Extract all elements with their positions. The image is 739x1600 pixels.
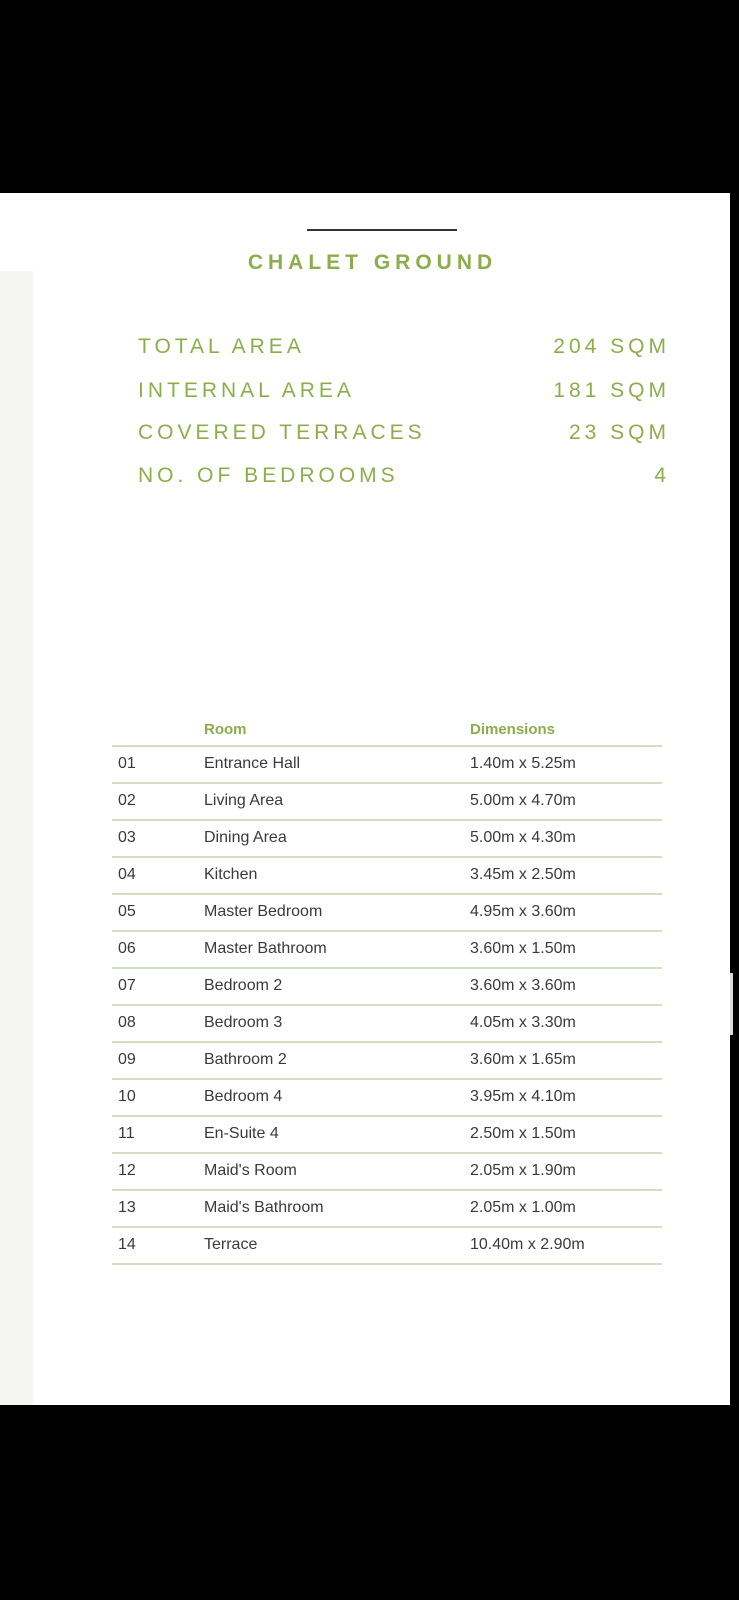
room-name: Bedroom 4 bbox=[204, 1088, 283, 1105]
table-row bbox=[112, 1117, 662, 1154]
stat-value: 23 SQM bbox=[568, 421, 670, 444]
room-name: Entrance Hall bbox=[204, 755, 301, 772]
scroll-indicator bbox=[730, 973, 733, 1035]
room-name: Bedroom 3 bbox=[204, 1014, 283, 1031]
room-dimensions: 2.05m x 1.90m bbox=[470, 1162, 576, 1179]
table-row bbox=[112, 747, 662, 784]
room-name: Bathroom 2 bbox=[204, 1051, 287, 1068]
stat-total-area bbox=[138, 335, 670, 365]
room-number: 06 bbox=[118, 940, 136, 957]
table-row bbox=[112, 1006, 662, 1043]
table-row bbox=[112, 1191, 662, 1228]
room-name: Maid's Bathroom bbox=[204, 1199, 324, 1216]
room-name: Master Bathroom bbox=[204, 940, 327, 957]
room-name: Kitchen bbox=[204, 866, 258, 883]
rooms-table bbox=[112, 717, 662, 1265]
stat-internal-area bbox=[138, 379, 670, 409]
room-name: Bedroom 2 bbox=[204, 977, 283, 994]
table-body bbox=[112, 747, 662, 1265]
column-header-room: Room bbox=[204, 721, 247, 738]
page-edge-strip bbox=[0, 271, 33, 1405]
room-number: 05 bbox=[118, 903, 136, 920]
room-number: 10 bbox=[118, 1088, 136, 1105]
room-name: Master Bedroom bbox=[204, 903, 323, 920]
table-row bbox=[112, 784, 662, 821]
stat-label: TOTAL AREA bbox=[138, 335, 305, 358]
room-dimensions: 10.40m x 2.90m bbox=[470, 1236, 585, 1253]
table-row bbox=[112, 969, 662, 1006]
room-dimensions: 4.95m x 3.60m bbox=[470, 903, 576, 920]
stat-covered-terraces bbox=[138, 421, 670, 451]
room-dimensions: 3.60m x 1.65m bbox=[470, 1051, 576, 1068]
room-number: 12 bbox=[118, 1162, 136, 1179]
room-number: 07 bbox=[118, 977, 136, 994]
room-number: 08 bbox=[118, 1014, 136, 1031]
room-name: En-Suite 4 bbox=[204, 1125, 279, 1142]
room-dimensions: 3.60m x 3.60m bbox=[470, 977, 576, 994]
room-number: 02 bbox=[118, 792, 136, 809]
room-dimensions: 3.60m x 1.50m bbox=[470, 940, 576, 957]
room-dimensions: 2.05m x 1.00m bbox=[470, 1199, 576, 1216]
room-name: Maid's Room bbox=[204, 1162, 297, 1179]
title-divider bbox=[307, 229, 457, 231]
room-dimensions: 5.00m x 4.70m bbox=[470, 792, 576, 809]
table-row bbox=[112, 1228, 662, 1265]
table-row bbox=[112, 1043, 662, 1080]
room-dimensions: 3.95m x 4.10m bbox=[470, 1088, 576, 1105]
table-row bbox=[112, 858, 662, 895]
table-row bbox=[112, 895, 662, 932]
table-row bbox=[112, 1080, 662, 1117]
room-number: 14 bbox=[118, 1236, 136, 1253]
room-number: 04 bbox=[118, 866, 136, 883]
room-dimensions: 4.05m x 3.30m bbox=[470, 1014, 576, 1031]
room-dimensions: 5.00m x 4.30m bbox=[470, 829, 576, 846]
room-number: 01 bbox=[118, 755, 136, 772]
table-header bbox=[112, 717, 662, 747]
stat-label: INTERNAL AREA bbox=[138, 379, 355, 402]
page-title: CHALET GROUND bbox=[247, 251, 498, 274]
stat-value: 181 SQM bbox=[553, 379, 670, 402]
stat-label: COVERED TERRACES bbox=[138, 421, 426, 444]
room-number: 13 bbox=[118, 1199, 136, 1216]
stat-label: NO. OF BEDROOMS bbox=[138, 464, 399, 487]
room-number: 11 bbox=[118, 1125, 135, 1142]
room-name: Dining Area bbox=[204, 829, 287, 846]
room-dimensions: 2.50m x 1.50m bbox=[470, 1125, 576, 1142]
stat-bedrooms bbox=[138, 464, 670, 494]
room-number: 09 bbox=[118, 1051, 136, 1068]
room-name: Terrace bbox=[204, 1236, 258, 1253]
document-page bbox=[0, 193, 730, 1405]
room-dimensions: 3.45m x 2.50m bbox=[470, 866, 576, 883]
room-number: 03 bbox=[118, 829, 136, 846]
table-row bbox=[112, 1154, 662, 1191]
column-header-dimensions: Dimensions bbox=[470, 721, 556, 738]
room-name: Living Area bbox=[204, 792, 284, 809]
table-row bbox=[112, 932, 662, 969]
room-dimensions: 1.40m x 5.25m bbox=[470, 755, 576, 772]
table-row bbox=[112, 821, 662, 858]
stat-value: 4 bbox=[654, 464, 670, 487]
stat-value: 204 SQM bbox=[553, 335, 670, 358]
